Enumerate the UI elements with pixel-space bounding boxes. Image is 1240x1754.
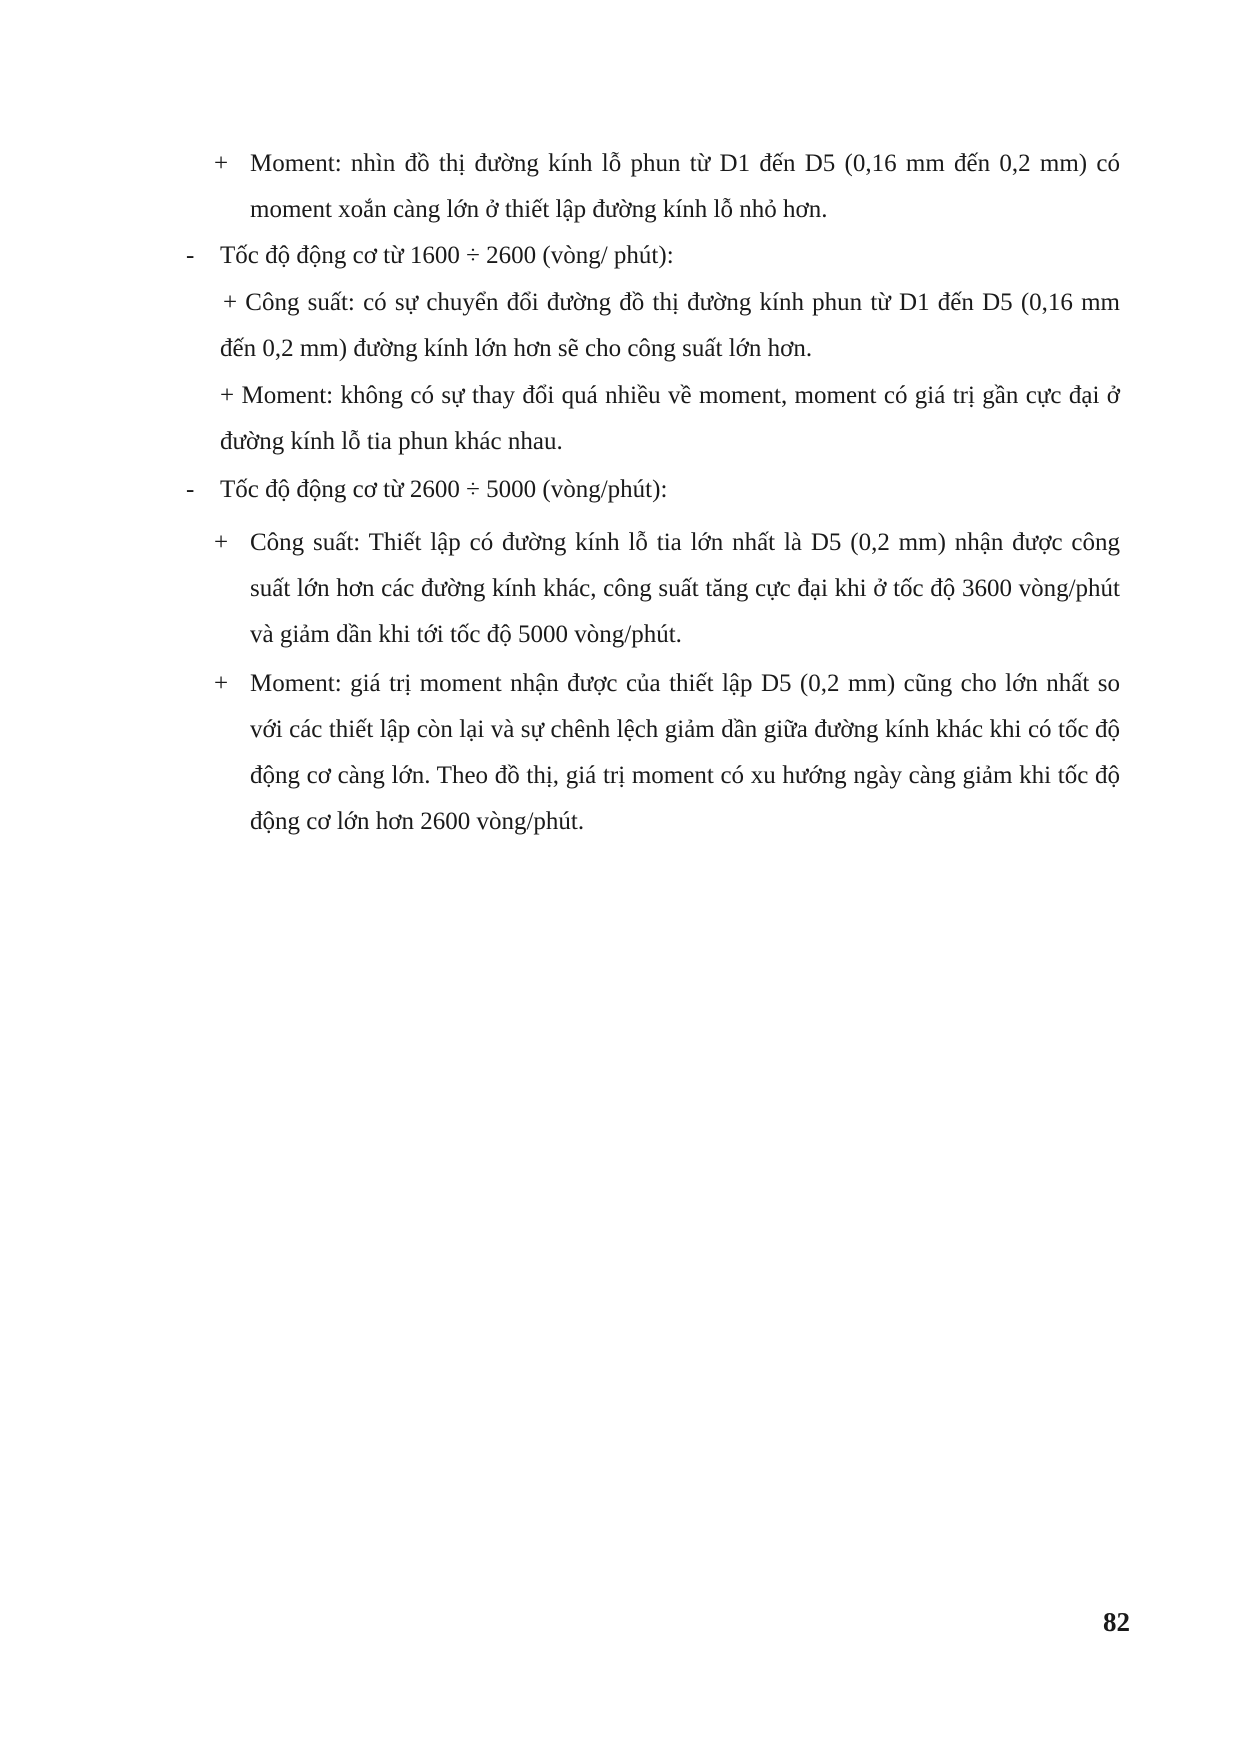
bullet-moment-diameter: Moment: nhìn đồ thị đường kính lỗ phun từ D1 đến D5 (0,16 mm đến 0,2 mm) có moment xoắn càng lớn ở thiết lập đường kính lỗ nhỏ hơn. [250,150,1120,223]
dash-marker: - [186,476,195,503]
section-heading-2600-5000: Tốc độ động cơ từ 2600 ÷ 5000 (vòng/phút): [220,476,668,503]
paragraph-cong-suat-1600-2600: + Công suất: có sự chuyển đổi đường đồ thị đường kính phun từ D1 đến D5 (0,16 mm đến 0,2 mm) đường kính lớn hơn sẽ cho công suất lớn hơn. [220,289,1120,362]
bullet-marker: + [214,150,229,177]
section-heading-1600-2600: Tốc độ động cơ từ 1600 ÷ 2600 (vòng/ phút): [220,242,674,269]
bullet-marker: + [214,529,229,556]
page-number: 82 [1103,1607,1130,1637]
dash-marker: - [186,242,195,269]
paragraph-moment-1600-2600: + Moment: không có sự thay đổi quá nhiều về moment, moment có giá trị gần cực đại ở đường kính lỗ tia phun khác nhau. [220,382,1120,455]
bullet-cong-suat-2600-5000: Công suất: Thiết lập có đường kính lỗ tia lớn nhất là D5 (0,2 mm) nhận được công suất lớn hơn các đường kính khác, công suất tăng cực đại khi ở tốc độ 3600 vòng/phút và giảm dần khi tới tốc độ 5000 vòng/phút. [250,529,1120,648]
bullet-moment-2600-5000: Moment: giá trị moment nhận được của thiết lập D5 (0,2 mm) cũng cho lớn nhất so với các thiết lập còn lại và sự chênh lệch giảm dần giữa đường kính khác khi có tốc độ động cơ càng lớn. Theo đồ thị, giá trị moment có xu hướng ngày càng giảm khi tốc độ động cơ lớn hơn 2600 vòng/phút. [250,670,1120,835]
bullet-marker: + [214,670,229,697]
